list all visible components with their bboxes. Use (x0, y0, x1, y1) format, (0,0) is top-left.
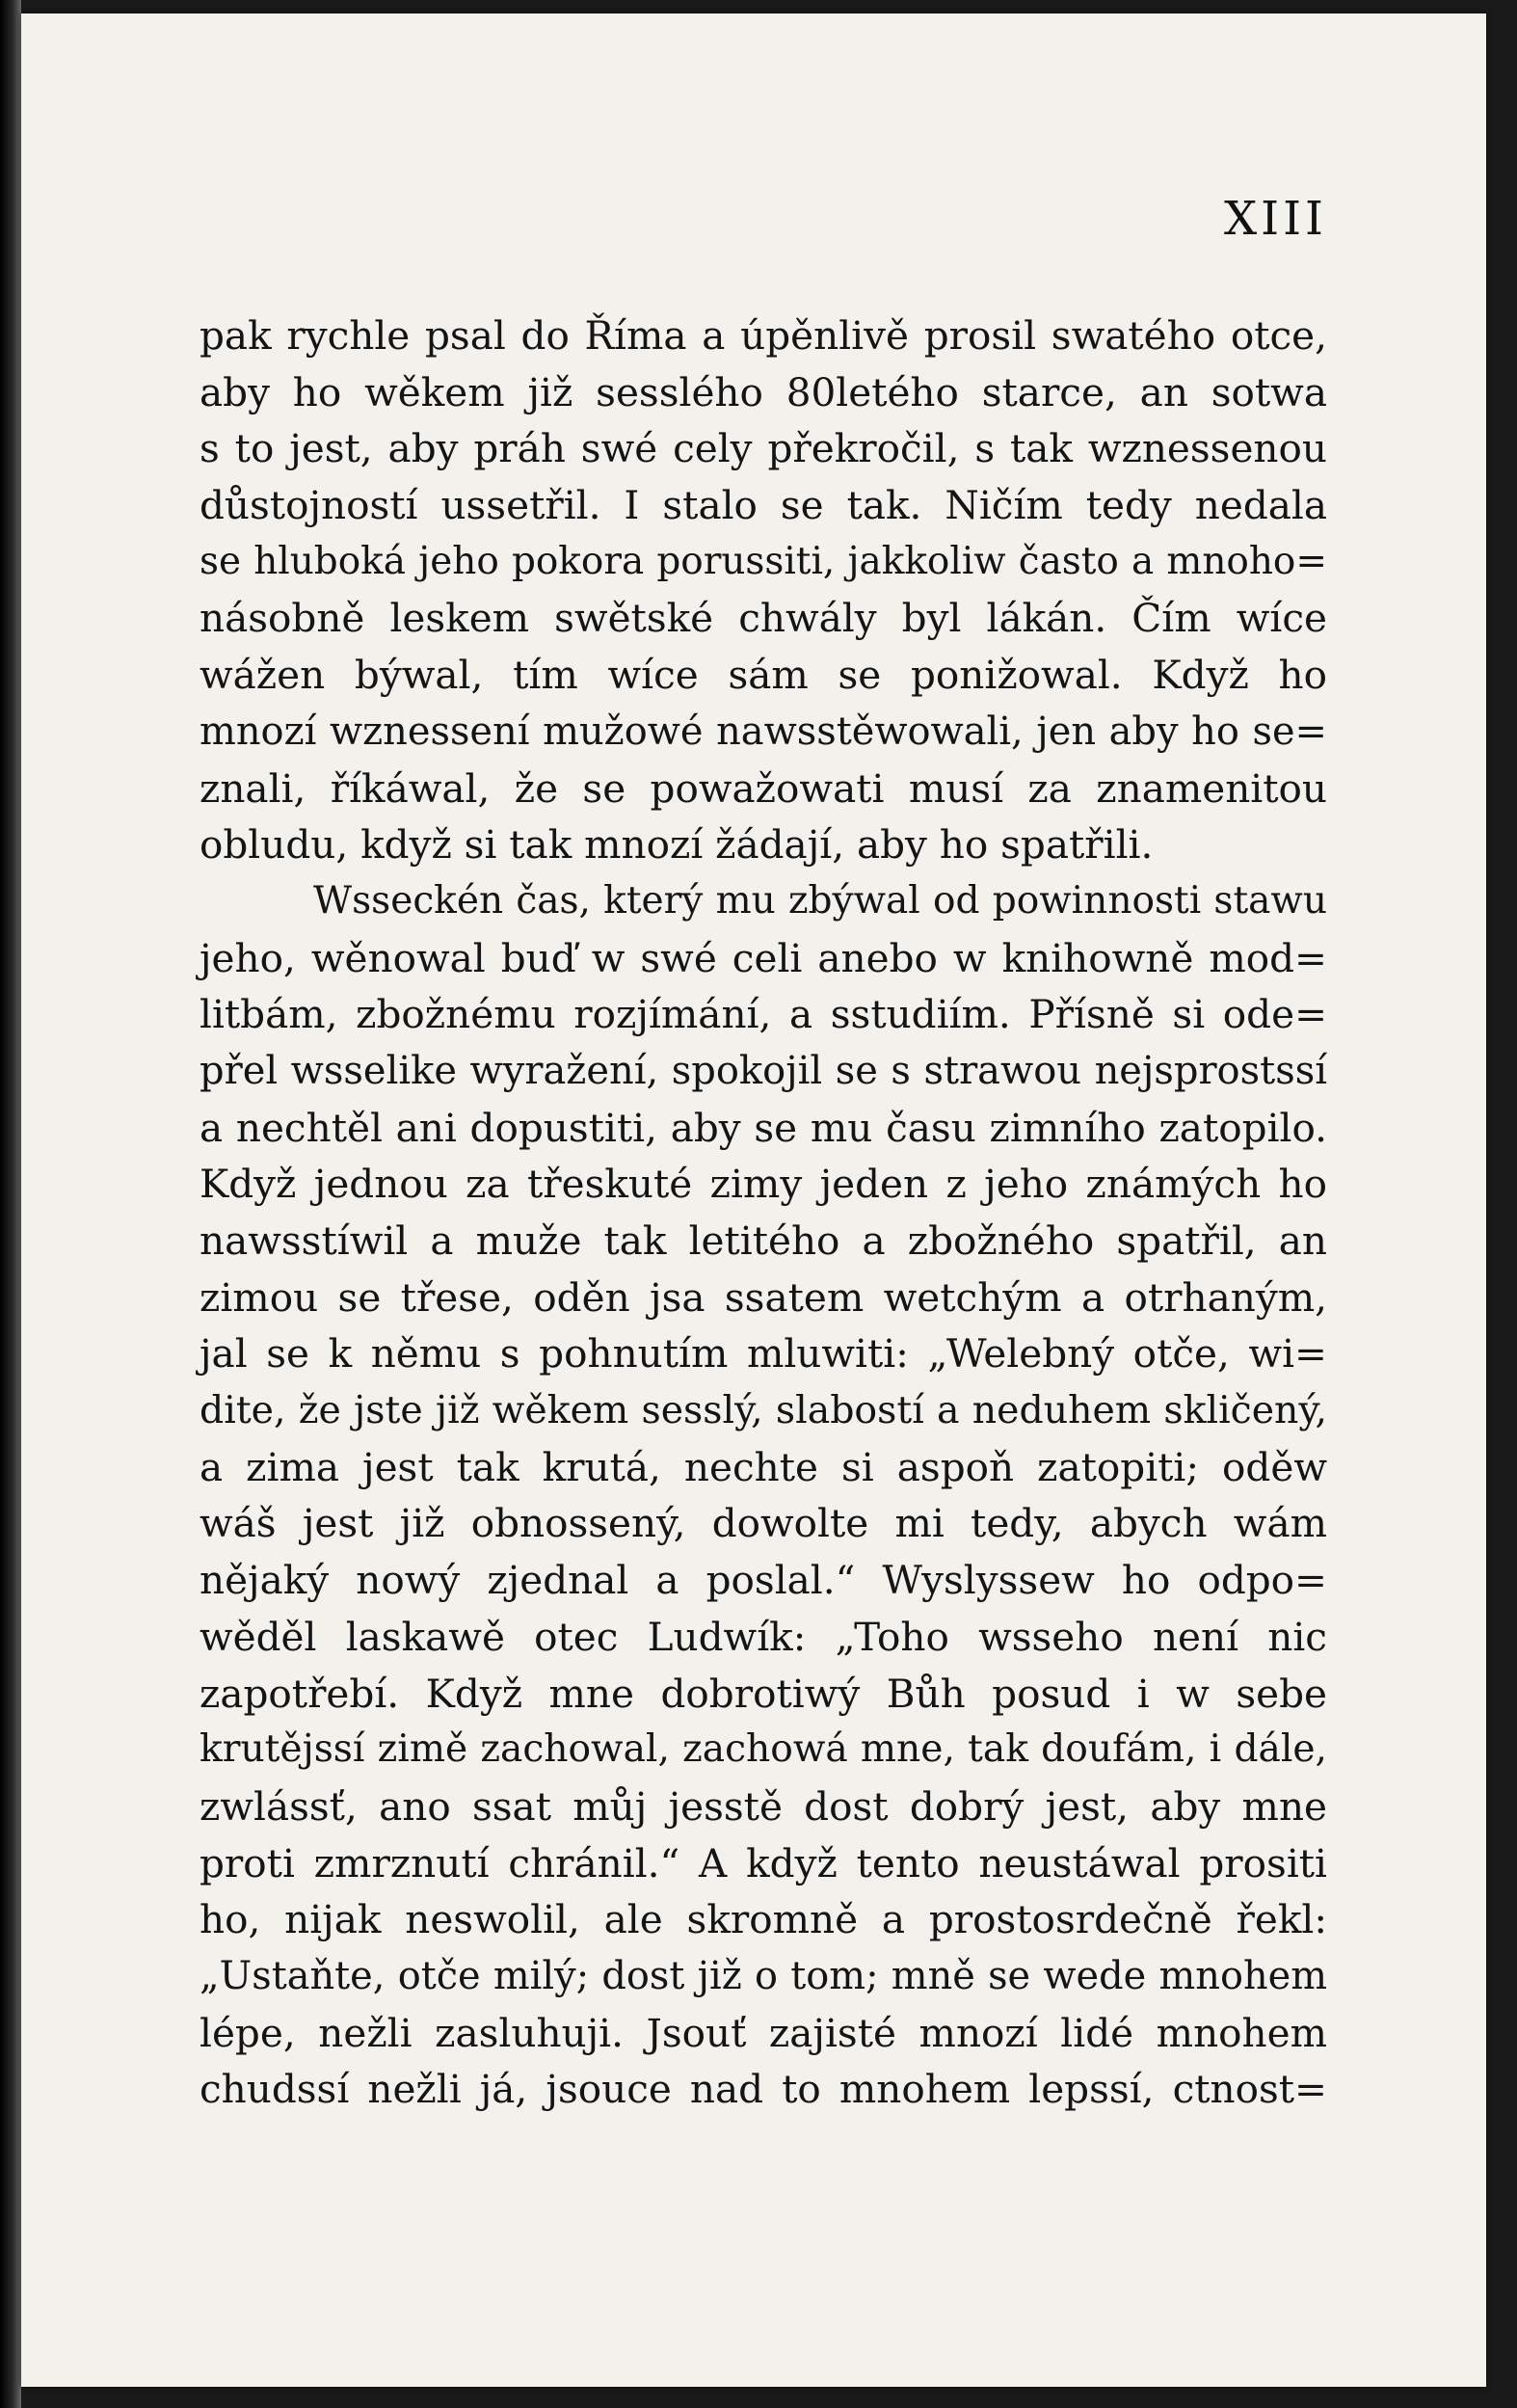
text-line: s to jest, aby práh swé cely překročil, s tak wznessenou (200, 425, 1327, 472)
text-line: zapotřebí. Když mne dobrotiwý Bůh posud i w sebe (200, 1670, 1327, 1717)
text-line: lépe, nežli zasluhuji. Jsouť zajisté mnozí lidé mnohem (200, 2009, 1327, 2056)
text-line: litbám, zbožnému rozjímání, a sstudiím. Přísně si ode= (200, 991, 1327, 1038)
text-line: zwlássť, ano ssat můj jesstě dost dobrý jest, aby mne (200, 1782, 1327, 1830)
text-line: pak rychle psal do Říma a úpěnlivě prosil swatého otce, (200, 312, 1327, 359)
text-line: „Ustaňte, otče milý; dost již o tom; mně se wede mnohem (200, 1953, 1327, 1998)
text-line: mnozí wznessení mužowé nawsstěwowali, jen aby ho se= (200, 709, 1327, 754)
text-line: nawsstíwil a muže tak letitého a zbožného spatřil, an (200, 1217, 1327, 1264)
text-line: ho, nijak neswolil, ale skromně a prostosrdečně řekl: (200, 1896, 1327, 1943)
paragraph-first-line: Wsseckén čas, který mu zbýwal od powinnosti stawu (313, 878, 1327, 923)
text-line: přel wsselike wyražení, spokojil se s strawou nejsprostssí (200, 1048, 1327, 1093)
text-line: dite, že jste již wěkem sesslý, slabostí a neduhem skličený, (200, 1388, 1327, 1433)
book-binding-shadow (0, 0, 21, 2408)
text-line: jeho, wěnowal buď w swé celi anebo w knihowně mod= (200, 934, 1327, 981)
text-line: krutějssí zimě zachowal, zachowá mne, tak doufám, i dále, (200, 1727, 1327, 1772)
text-line: a nechtěl ani dopustiti, aby se mu času zimního zatopilo. (200, 1104, 1327, 1151)
text-line: znali, říkáwal, že se powažowati musí za znamenitou (200, 764, 1327, 812)
text-line: se hluboká jeho pokora porussiti, jakkoliw často a mnoho= (200, 539, 1327, 583)
text-line: wážen býwal, tím wíce sám se ponižowal. Když ho (200, 652, 1327, 699)
page-number: XIII (1223, 192, 1327, 246)
text-line: násobně leskem swětské chwály byl lákán. Čím wíce (200, 595, 1327, 642)
book-page (21, 13, 1486, 2387)
text-line: zimou se třese, oděn jsa ssatem wetchým a otrhaným, (200, 1273, 1327, 1321)
text-line: obludu, když si tak mnozí žádají, aby ho spatřili. (200, 821, 1154, 869)
text-line: jal se k němu s pohnutím mluwiti: „Welebný otče, wi= (200, 1330, 1327, 1378)
body-text (200, 308, 1327, 2118)
text-line: aby ho wěkem již sesslého 80letého starce, an sotwa (200, 368, 1327, 415)
text-line: a zima jest tak krutá, nechte si aspoň zatopiti; oděw (200, 1443, 1327, 1490)
text-line: nějaký nowý zjednal a poslal.“ Wyslyssew ho odpo= (200, 1557, 1327, 1604)
text-line: wěděl laskawě otec Ludwík: „Toho wsseho není nic (200, 1613, 1327, 1660)
text-line: wáš jest již obnossený, dowolte mi tedy, abych wám (200, 1500, 1327, 1547)
text-line: Když jednou za třeskuté zimy jeden z jeho známých ho (200, 1161, 1327, 1208)
text-line: chudssí nežli já, jsouce nad to mnohem lepssí, ctnost= (200, 2066, 1327, 2113)
text-line: proti zmrznutí chránil.“ A když tento neustáwal prositi (200, 1839, 1327, 1886)
text-line: důstojností ussetřil. I stalo se tak. Ničím tedy nedala (200, 482, 1327, 529)
